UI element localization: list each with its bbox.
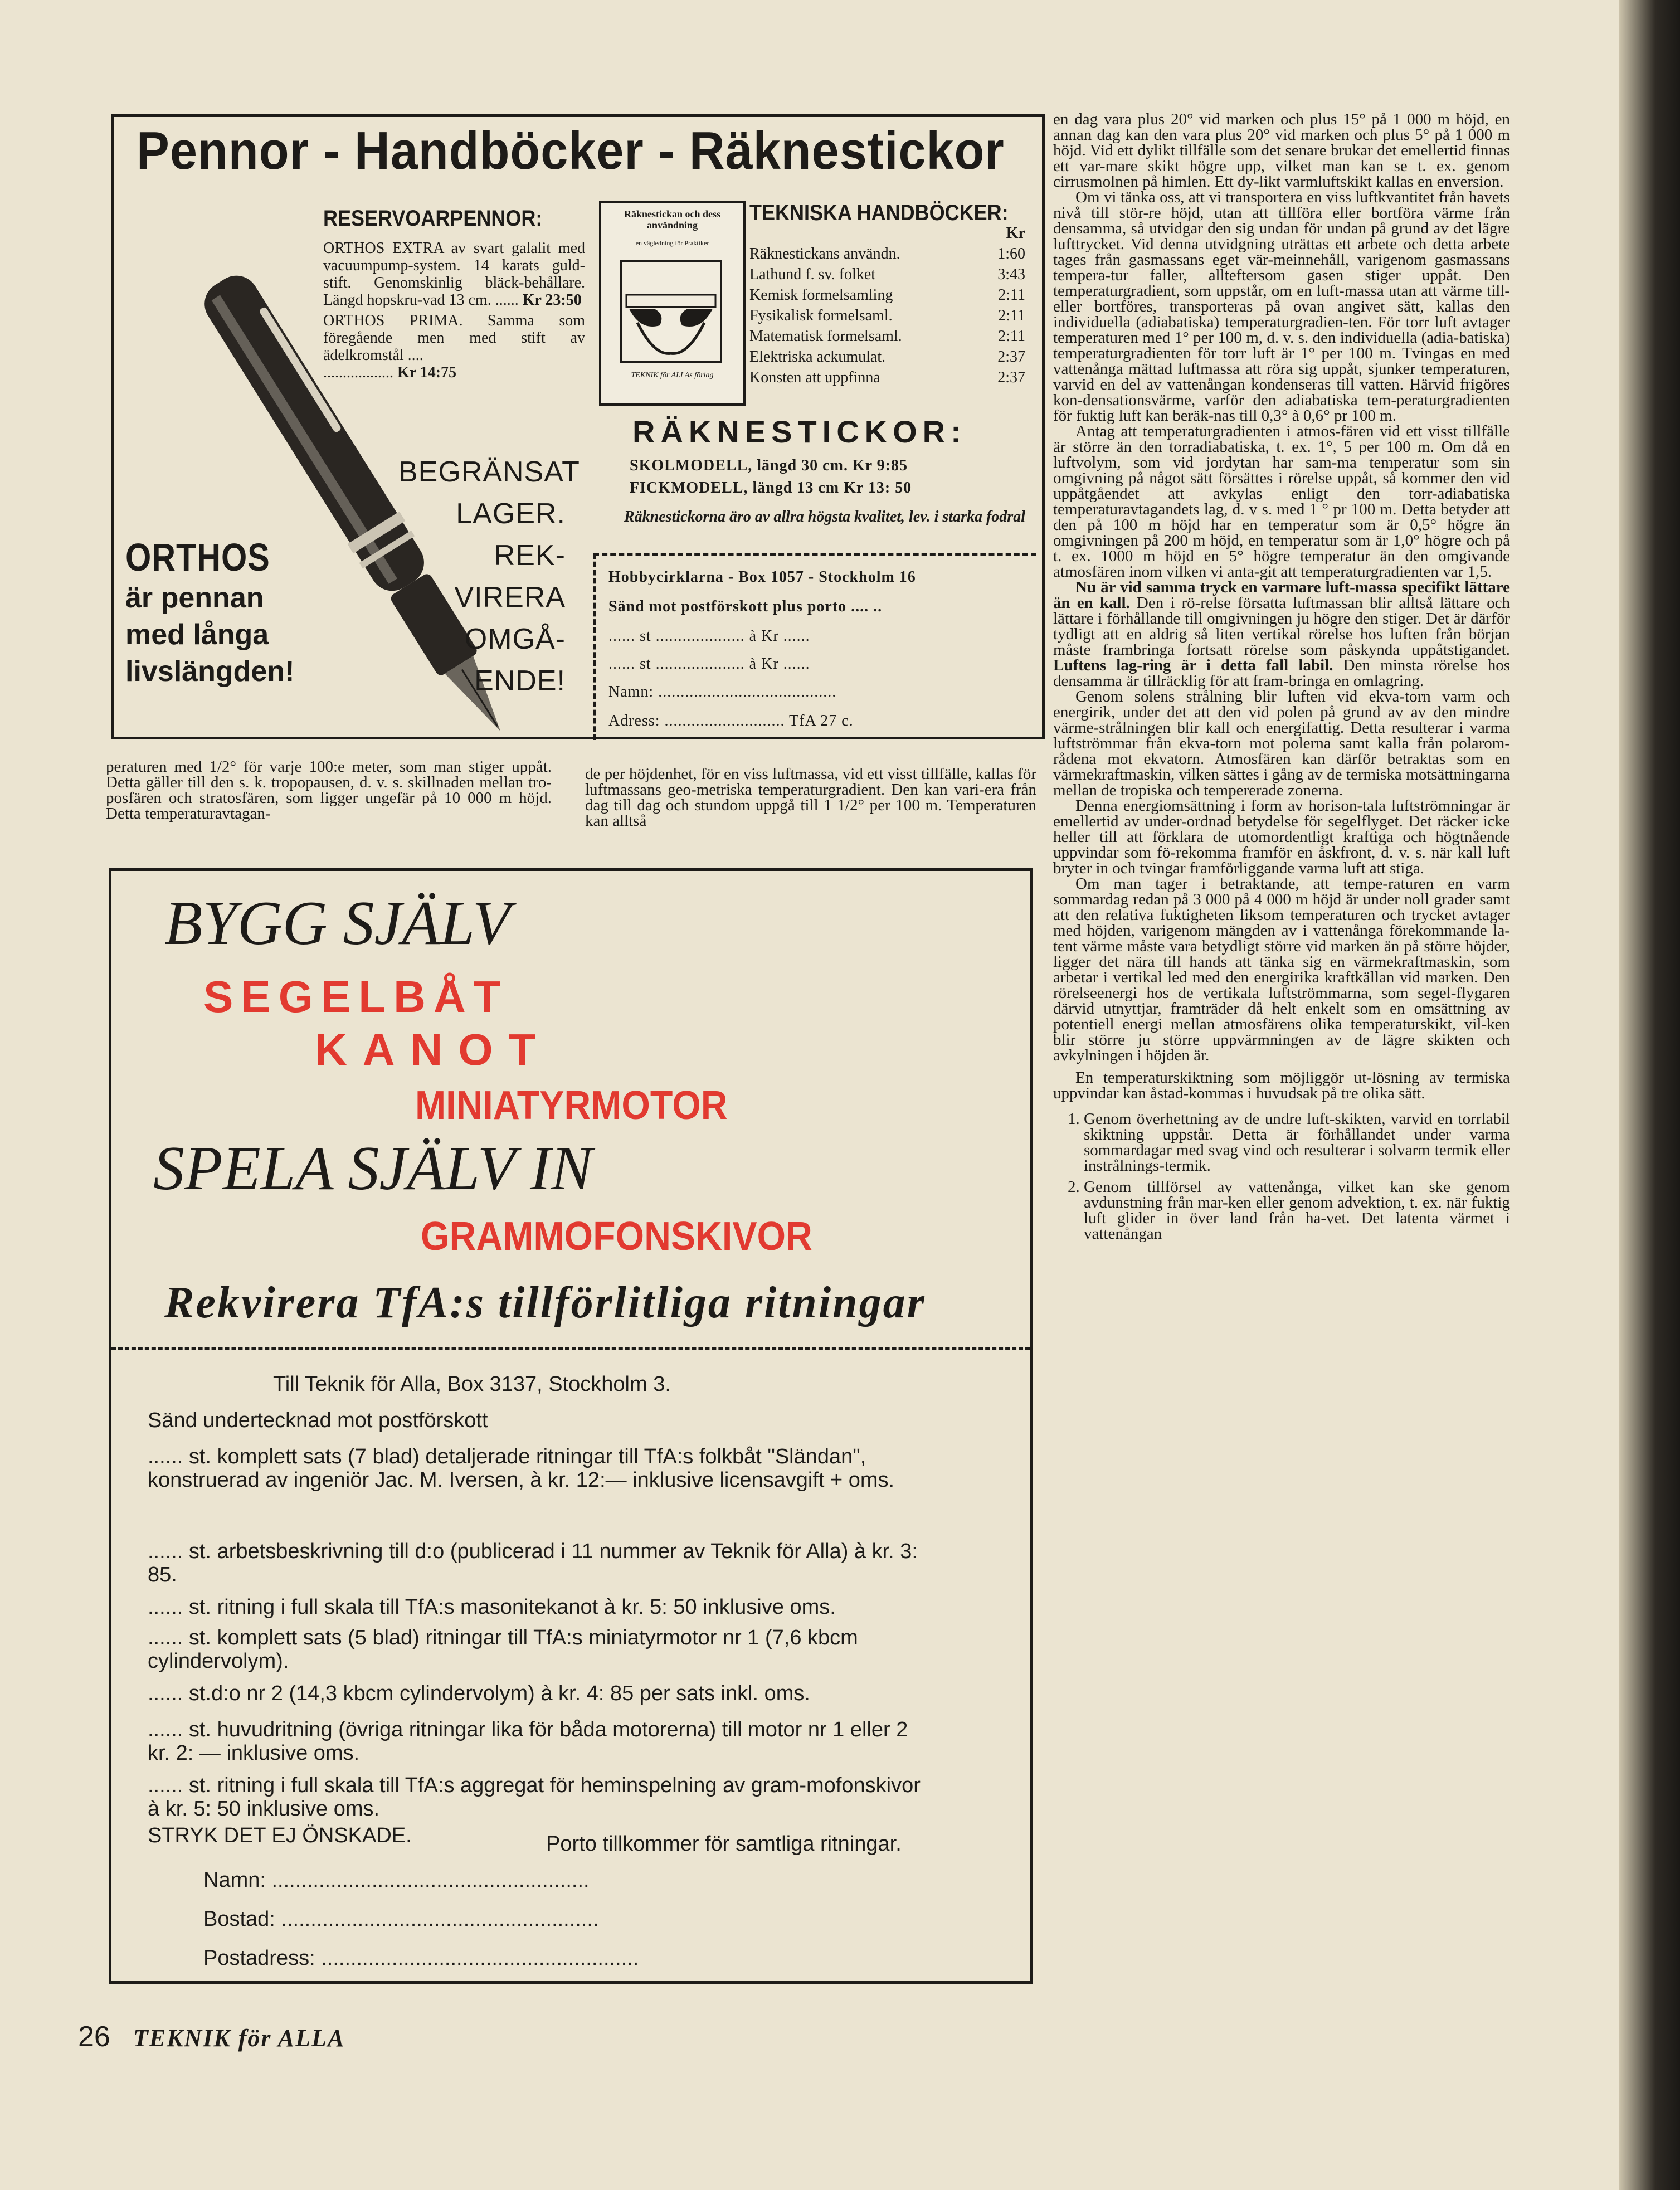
order-item[interactable]: ...... st. huvudritning (övriga ritningar lika för båda motorerna) till motor nr 1 eller 2 kr. 2: — inklusive oms. (148, 1718, 908, 1765)
handbook-row (749, 326, 1025, 347)
limited-line: BEGRÄNSAT (398, 456, 580, 488)
miniatyrmotor-label: MINIATYRMOTOR (415, 1083, 728, 1128)
rekvirera-line: Rekvirera TfA:s tillförlitliga ritningar (164, 1278, 926, 1327)
page-number: 26 (78, 2021, 110, 2053)
slide-rules-heading: RÄKNESTICKOR: (632, 414, 967, 449)
strike-note: STRYK DET EJ ÖNSKADE. (148, 1824, 412, 1847)
bold-lead: Nu är vid samma tryck en varmare luft-massa specifikt lättare än en kall. (1053, 578, 1510, 612)
article-paragraph: en dag vara plus 20° vid marken och plus 15° på 1 000 m höjd, en annan dag kan den vara plus 20° vid marken och plus 5° på 1 000 m höjd. Vid ett dylikt tillfälle som det senare brukar det emellertid finnas ett var-mare skikt högre upp, vilket man kan se t. ex. genom cirrusmolnen på himlen. Ett dy-likt varmluftskikt kallas en enversion. (1053, 110, 1510, 191)
article-paragraph: En temperaturskiktning som möjliggör ut-lösning av termiska uppvindar kan åstad-kommas i huvudsak på tre olika sätt. (1053, 1069, 1510, 1102)
handbook-title: Fysikalisk formelsaml. (749, 307, 893, 324)
article-paragraph: Om vi tänka oss, att vi transportera en viss luftkvantitet från havets nivå till stör-re höjd, utan att tillföra eller bortföra värme från densamma, så utvidgar den sig undan för undan på grund av det lägre lufttrycket. Vid denna utvidgning uträttas ett arbete och detta arbete tages från gasmassans eget vär-meinnehåll, varigenom gasmassans tempera-tur faller, allteftersom gasen stiger uppåt. Den temperaturgradient, som uppstår, om en luft-massa utan att värme till- eller bortföres, transporteras på ovan angivet sätt, kallas den individuella (adiabatiska) temperaturgradien-ten. För torr luft avtager temperaturen med 1° per 100 m, d. v. s. den individuella (adia-batiska) temperaturgradienten för torr luft är 1° per 100 m. Tvingas en med vattenånga mättad luftmassa att röra sig uppåt, sjunker temperaturen, varvid en del av vattenångan kondenseras till vatten. Härvid frigöres kon-densationsvärme, varför den adiabatiska tem-peraturgradienten för fuktig luft kan beräk-nas till 0,3° à 0,6° pr 100 m. (1053, 188, 1510, 425)
hands-slide-rule-icon (615, 256, 727, 367)
order-item[interactable]: ...... st. ritning i full skala till TfA:s aggregat för heminspelning av gram-mofonskivor à kr. 5: 50 inklusive oms. (148, 1774, 921, 1821)
handbook-title: Lathund f. sv. folket (749, 266, 876, 283)
spela-sjalv-heading: SPELA SJÄLV IN (153, 1134, 593, 1203)
list-item: 2. Genom tillförsel av vattenånga, vilket kan ske genom avdunstning från mar-ken eller genom advektion, t. ex. när fuktig luft glider in över land från ha-vet. Det latenta värmet i vattenångan (1084, 1179, 1510, 1242)
book-tagline: — en vägledning för Praktiker — (627, 239, 718, 247)
handbook-row (749, 244, 1025, 264)
limited-line: VIRERA (454, 581, 566, 614)
currency-header: Kr (1006, 225, 1025, 242)
page-binding-shadow (1619, 0, 1680, 2190)
book-title: Räknestickan och dess användning (624, 208, 721, 231)
handbook-title: Kemisk formelsamling (749, 286, 893, 304)
limited-line: ENDE! (474, 665, 566, 697)
name-field[interactable]: Namn: ...................................................... (203, 1868, 590, 1892)
slogan-line: är pennan (125, 582, 264, 614)
handbook-title: Elektriska ackumulat. (749, 348, 886, 366)
grammofonskivor-label: GRAMMOFONSKIVOR (421, 1214, 812, 1259)
coupon-address-field[interactable]: Adress: ........................... TfA 27 c. (608, 712, 854, 729)
handbook-row (749, 264, 1025, 285)
handbook-title: Konsten att uppfinna (749, 369, 880, 386)
handbook-price: 2:37 (997, 348, 1025, 366)
slogan-line: livslängden! (125, 655, 295, 688)
article-column-left-fragment: peraturen med 1/2° för varje 100:e meter, som man stiger uppåt. Detta gäller till den s. k. tropopausen, d. v. s. skillnaden mellan tro-posfären och stratosfären, som ligger ungefär på 10 000 m höjd. Detta temperaturavtagan- (106, 758, 552, 823)
ad-headline: Pennor - Handböcker - Räknestickor (137, 121, 1005, 181)
order-item[interactable]: ...... st. ritning i full skala till TfA:s masonitekanot à kr. 5: 50 inklusive oms. (148, 1595, 836, 1619)
order-send-line: Sänd undertecknad mot postförskott (148, 1409, 488, 1432)
postage-note: Porto tillkommer för samtliga ritningar. (546, 1832, 902, 1856)
order-address: Till Teknik för Alla, Box 3137, Stockholm 3. (273, 1373, 671, 1396)
handbook-title: Räknestickans användn. (749, 245, 900, 262)
orthos-extra-price: Kr 23:50 (522, 291, 582, 309)
article-paragraph (1053, 580, 1510, 689)
paragraph-text: Den i rö-relse försatta luftmassan blir alltså lättare och lättare i förhållande till omgivningen ju högre den stiger. Det är därför tydligt att en aldrig så liten vertikal rörelse hos luften från början måste frambringa fortsatt rörelse som påskynda uppåtstigandet. (1053, 594, 1510, 659)
reservoir-pens-heading: RESERVOARPENNOR: (323, 206, 543, 231)
slogan-line: med långa (125, 619, 269, 651)
orthos-prima-dots: .................. (323, 364, 393, 381)
article-paragraph: Antag att temperaturgradienten i atmos-fären vid ett visst tillfälle är större än den torradiabatiska, t. ex. 1°, 5 per 100 m. Om då en luftvolym, som vid jordytan har sam-ma temperatur som sin omgivning på något sätt försättes i rörelse uppåt, så kommer den vid uppåtgåendet att avkylas enligt den torr-adiabatiska temperaturavtagandets lag, d. v s. med 1 ° pr 100 m. Detta betyder att den på 100 m höjd har en temperatur som är 0,5° högre än omgivningen på 200 m höjd, en temperatur som är 1,0° högre och på t. ex. 1000 m höjd en 5° högre temperatur än den omgivande atmosfären inom vilken vi anta-git att temperaturgradienten var 1,5. (1053, 422, 1510, 581)
handbook-row (749, 347, 1025, 367)
coupon-name-field[interactable]: Namn: ........................................ (608, 683, 837, 700)
book-publisher: TEKNIK för ALLAs förlag (631, 371, 714, 379)
slide-rule-book-cover (599, 201, 746, 406)
build-yourself-ad (109, 868, 1033, 1984)
limited-line: LAGER. REK- (456, 498, 566, 572)
handbook-price: 2:11 (998, 307, 1025, 324)
article-paragraph: Om man tager i betraktande, att tempe-raturen en varm sommardag redan på 3 000 på 4 000 m höjd är under noll grader samt att den relativa fuktigheten liksom temperaturen och trycket avtager med höjden, varigenom mängden av i vattenånga förekommande la-tent värme måste vara betydligt större vid marken än på större höjder, ligger det nära till hands att tänka sig en värmekraftmaskin, som arbetar i vertikal led med den energirika kraftkällan vid marken. Den rörelseenergi hos de vertikala luftströmmarna, som segel-flygaren därvid utnyttjar, framträder då helt enkelt som en omsättning av potentiell energi mellan atmosfärens olika temperaturskikt, vil-ken blir större ju större uppvärmningen av de lägre skikten och avkylningen i höjden är. (1053, 875, 1510, 1064)
pens-books-ad (111, 114, 1045, 739)
segelbat-label: SEGELBÅT (203, 972, 509, 1021)
handbook-price: 3:43 (997, 266, 1025, 283)
list-item: 1. Genom överhettning av de undre luft-skikten, varvid en torrlabil skiktning uppstår. Detta är förhållandet under varma sommardagar med svag vind och resulterar i solvarm termik eller instrålnings-termik. (1084, 1111, 1510, 1174)
handbook-price: 2:11 (998, 328, 1025, 345)
order-item[interactable]: ...... st.d:o nr 2 (14,3 kbcm cylindervolym) à kr. 4: 85 per sats inkl. oms. (148, 1682, 810, 1705)
cut-line (111, 1347, 1030, 1350)
handbook-title: Matematisk formelsaml. (749, 328, 902, 345)
orthos-prima-text: ORTHOS PRIMA. Samma som föregående men med stift av ädelkromstål .... (323, 312, 585, 364)
kanot-label: KANOT (315, 1025, 552, 1074)
article-column-middle-fragment: de per höjdenhet, för en viss luftmassa, vid ett visst tillfälle, kallas för luftmassans geo-metriska temperaturgradient. Den kan vari-era från dag till dag och stundom uppgå till 1 1/2° per 100 m. Temperaturen kan alltså (585, 765, 1036, 830)
limited-stock-notice (398, 451, 580, 702)
technical-handbooks-heading: TEKNISKA HANDBÖCKER: (749, 201, 1009, 225)
numbered-list (1053, 1111, 1510, 1242)
orthos-prima-price: Kr 14:75 (397, 364, 457, 381)
handbook-row (749, 285, 1025, 305)
bold-lead: Luftens lag-ring är i detta fall labil. (1053, 656, 1333, 674)
article-paragraph: Denna energiomsättning i form av horison-tala luftströmningar är emellertid av under-ordnad betydelse för segelflyget. Det räcker icke heller till att förklara de utomordentligt kraftiga och högtnående uppvindar som fö-rekomma framför en åskfront, d. v. s. när kall luft bryter in och tvingar framförliggande varma luft att stiga. (1053, 797, 1510, 877)
pen-descriptions (323, 240, 585, 385)
limited-line: OMGÅ- (464, 623, 566, 655)
paragraph-text: Den minsta rörelse hos densamma är tillräcklig för att fram-bringa en omlagring. (1053, 656, 1510, 690)
coupon-instruction: Sänd mot postförskott plus porto .... .. (608, 598, 883, 615)
article-paragraph: Genom solens strålning blir luften vid ekva-torn varm och energirik, under det att den vid polen på grund av av den mindre värme-strålningen blir kall och energifattig. Detta resulterar i varma luftströmmar från ekva-torn mot polerna samt kalla från polarom-rådena mot ekvatorn. Atmosfären kan därför betraktas som en värmekraftmaskin, vilken sättes i gång av de termiska motsättningarna mellan de tropiska och tempererade zonerna. (1053, 688, 1510, 799)
handbook-price-list (749, 223, 1025, 388)
order-item[interactable]: ...... st. komplett sats (7 blad) detaljerade ritningar till TfA:s folkbåt "Sländan", konstruerad av ingeniör Jac. M. Iversen, à kr. 12:— inklusive licensavgift + oms. (148, 1445, 895, 1492)
pocket-model-line: FICKMODELL, längd 13 cm Kr 13: 50 (630, 479, 912, 497)
school-model-line: SKOLMODELL, längd 30 cm. Kr 9:85 (630, 457, 908, 474)
magazine-name: TEKNIK för ALLA (133, 2024, 345, 2052)
article-column-right (1053, 111, 1510, 1247)
postal-address-field[interactable]: Postadress: ...................................................... (203, 1946, 639, 1970)
orthos-extra-text: ORTHOS EXTRA av svart galalit med vacuumpump-system. 14 karats guld-stift. Genomskinlig bläck-behållare. Längd hopskru-vad 13 cm. ...... (323, 240, 585, 309)
handbook-row (749, 305, 1025, 326)
order-coupon (593, 553, 1036, 740)
handbook-price: 1:60 (997, 245, 1025, 262)
bygg-sjalv-heading: BYGG SJÄLV (164, 889, 511, 958)
page-footer (78, 2020, 345, 2053)
coupon-row[interactable]: ...... st .................... à Kr ...... (608, 655, 810, 673)
handbook-price: 2:37 (997, 369, 1025, 386)
order-item[interactable]: ...... st. komplett sats (5 blad) ritningar till TfA:s miniatyrmotor nr 1 (7,6 kbcm cylindervolym). (148, 1626, 858, 1673)
coupon-address: Hobbycirklarna - Box 1057 - Stockholm 16 (608, 568, 916, 586)
coupon-row[interactable]: ...... st .................... à Kr ...... (608, 627, 810, 645)
handbook-row (749, 367, 1025, 388)
orthos-brand: ORTHOS (125, 536, 270, 579)
residence-field[interactable]: Bostad: ...................................................... (203, 1907, 599, 1931)
handbook-price: 2:11 (998, 286, 1025, 304)
orthos-slogan-block (125, 535, 295, 690)
order-item[interactable]: ...... st. arbetsbeskrivning till d:o (publicerad i 11 nummer av Teknik för Alla) à kr. 3: 85. (148, 1540, 918, 1586)
quality-note: Räknestickorna äro av allra högsta kvalitet, lev. i starka fodral (624, 508, 1025, 525)
